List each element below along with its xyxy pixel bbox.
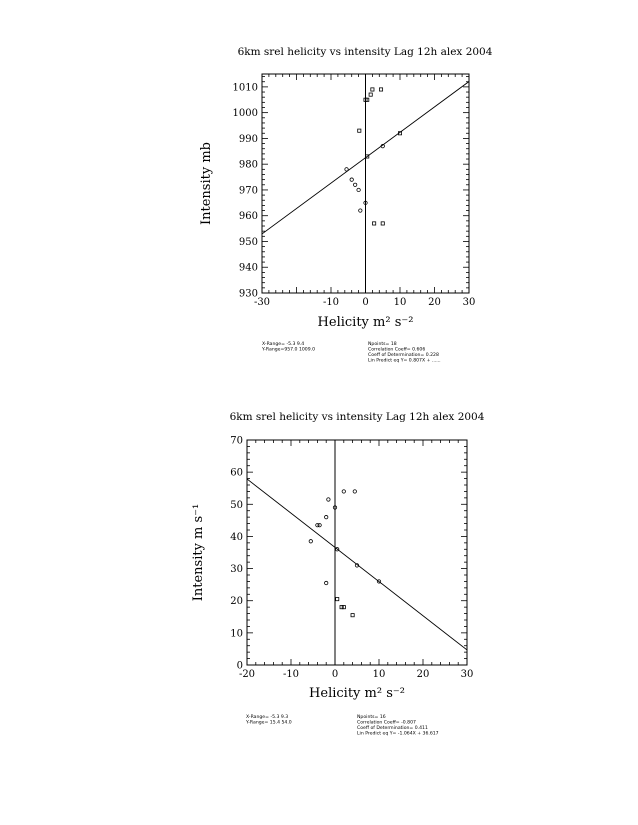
stats-right-line: Npoints= 16: [357, 715, 386, 720]
chart-title: 6km srel helicity vs intensity Lag 12h alex 2004: [237, 46, 493, 58]
y-tick-label: 10: [230, 628, 243, 640]
y-tick-label: 1000: [232, 108, 258, 120]
stats-right-line: Lin Predict eq Y= -1.064X + 36.617: [357, 731, 439, 737]
x-tick-label: 30: [462, 297, 476, 308]
stats-left-line: Y-Range=957.0 1009.0: [262, 347, 316, 353]
x-tick-label: 10: [372, 669, 386, 680]
y-tick-label: 950: [238, 236, 258, 248]
data-point: [369, 93, 372, 96]
data-point: [309, 540, 312, 543]
data-point: [342, 490, 345, 493]
y-tick-label: 50: [230, 499, 243, 511]
stats-right-line: Correlation Coeff= -0.807: [357, 720, 416, 726]
y-tick-label: 70: [230, 435, 243, 447]
x-tick-label: -10: [322, 297, 340, 308]
x-tick-label: 0: [362, 297, 369, 308]
stats-left-line: X-Range= -5.3 9.3: [246, 715, 289, 720]
chart-1: [199, 46, 493, 364]
data-point: [371, 88, 374, 91]
y-tick-label: 1010: [232, 82, 258, 94]
x-tick-label: -30: [253, 297, 271, 308]
x-tick-label: -10: [282, 669, 300, 680]
data-point: [318, 523, 321, 526]
data-point: [357, 188, 360, 191]
y-tick-label: 980: [238, 159, 258, 171]
data-point: [379, 88, 382, 91]
data-point: [359, 209, 362, 212]
x-tick-label: 10: [393, 297, 407, 308]
data-point: [353, 490, 356, 493]
data-point: [350, 178, 353, 181]
stats-right-line: Lin Predict eq Y= 0.807X + ......: [368, 358, 441, 364]
plot-frame: [247, 440, 467, 665]
stats-left-line: Y-Range= 15.4 54.0: [246, 720, 292, 726]
data-point: [342, 606, 345, 609]
y-tick-label: 0: [236, 660, 243, 672]
y-tick-label: 20: [230, 596, 243, 608]
data-point: [325, 515, 328, 518]
y-tick-label: 970: [238, 185, 258, 197]
chart-title: 6km srel helicity vs intensity Lag 12h alex 2004: [229, 411, 485, 423]
y-axis-label: Intensity mb: [199, 142, 214, 225]
y-axis-label: Intensity m s⁻¹: [191, 503, 206, 602]
y-tick-label: 30: [230, 564, 243, 576]
x-axis-label: Helicity m² s⁻²: [309, 686, 405, 701]
data-point: [336, 598, 339, 601]
y-tick-label: 940: [238, 262, 258, 274]
y-tick-label: 40: [230, 531, 243, 543]
stats-left-line: X-Range= -5.3 9.4: [262, 342, 305, 347]
x-tick-label: -20: [238, 669, 256, 680]
x-tick-label: 20: [416, 669, 430, 680]
x-tick-label: 20: [428, 297, 441, 308]
y-tick-label: 60: [230, 467, 243, 479]
data-point: [345, 168, 348, 171]
chart-2: [191, 411, 485, 737]
regression-line: [247, 479, 467, 650]
y-tick-label: 990: [238, 133, 258, 145]
stats-right-line: Coeff of Determination= 0.411: [357, 726, 428, 731]
data-point: [340, 606, 343, 609]
x-axis-label: Helicity m² s⁻²: [317, 315, 414, 330]
data-point: [381, 222, 384, 225]
data-point: [327, 498, 330, 501]
y-tick-label: 930: [238, 288, 258, 300]
data-point: [373, 222, 376, 225]
y-tick-label: 960: [238, 211, 258, 223]
stats-right-line: Correlation Coeff= 0.606: [368, 347, 426, 353]
data-point: [358, 129, 361, 132]
stats-right-line: Npoints= 18: [368, 342, 397, 347]
data-point: [351, 614, 354, 617]
x-tick-label: 30: [460, 669, 474, 680]
stats-right-line: Coeff of Determination= 0.228: [368, 353, 439, 358]
x-tick-label: 0: [331, 669, 339, 680]
data-point: [325, 581, 328, 584]
data-point: [353, 183, 356, 186]
